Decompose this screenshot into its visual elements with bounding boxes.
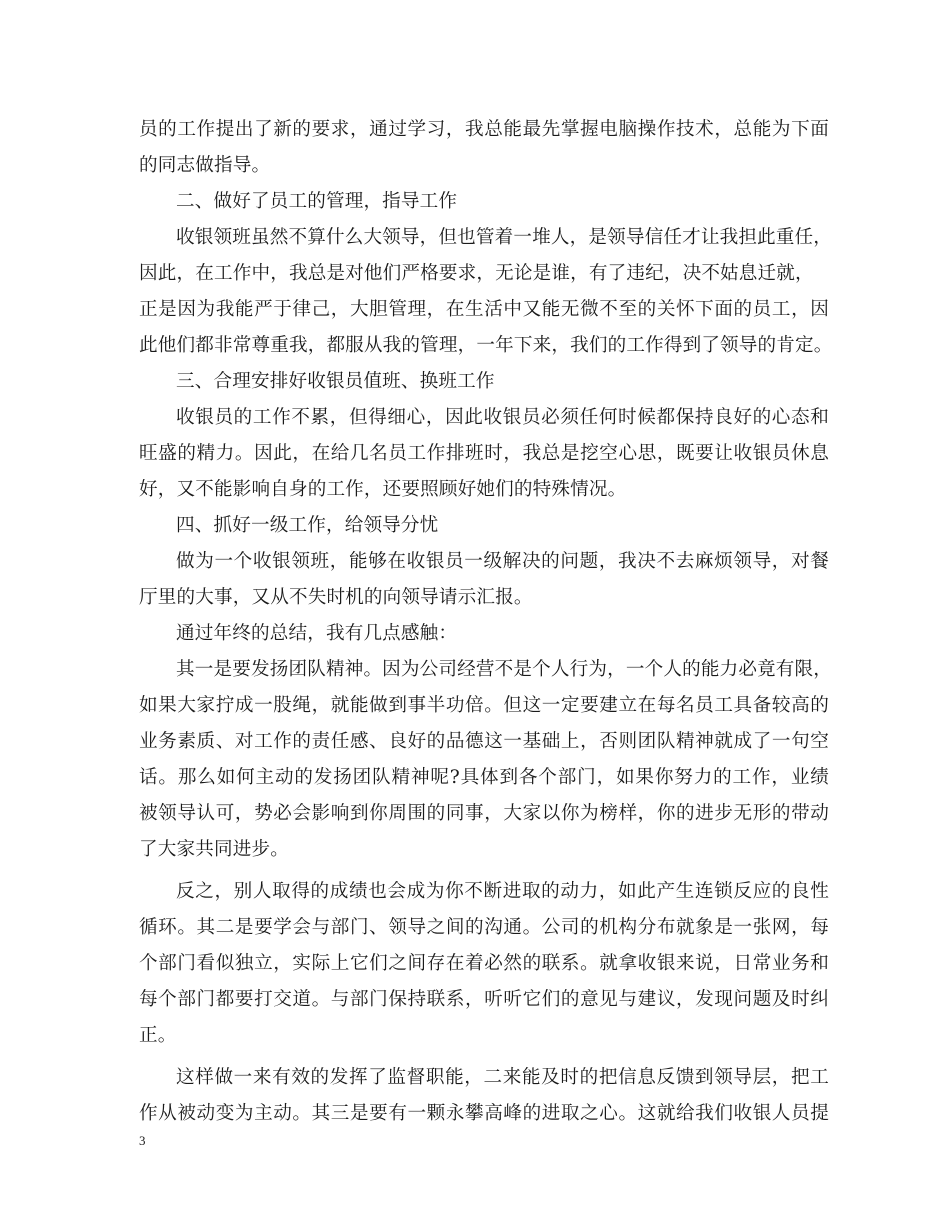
text-line: 这样做一来有效的发挥了监督职能，二来能及时的把信息反馈到领导层，把工: [176, 1067, 829, 1088]
text-line: 如果大家拧成一股绳，就能做到事半功倍。但这一定要建立在每名员工具备较高的: [139, 695, 829, 716]
text-line: 因此，在工作中，我总是对他们严格要求，无论是谁，有了违纪，决不姑息迁就，: [139, 263, 814, 284]
text-line: 正是因为我能严于律己，大胆管理，在生活中又能无微不至的关怀下面的员工，因: [139, 299, 829, 320]
text-line: 收银员的工作不累，但得细心，因此收银员必须任何时候都保持良好的心态和: [176, 407, 829, 428]
text-line: 循环。其二是要学会与部门、领导之间的沟通。公司的机构分布就象是一张网，每: [139, 917, 829, 938]
text-line: 通过年终的总结，我有几点感触：: [176, 623, 458, 644]
text-line: 厅里的大事，又从不失时机的向领导请示汇报。: [139, 587, 533, 608]
section-heading: 二、做好了员工的管理，指导工作: [176, 191, 458, 212]
text-line: 好，又不能影响自身的工作，还要照顾好她们的特殊情况。: [139, 479, 627, 500]
text-line: 个部门看似独立，实际上它们之间存在着必然的联系。就拿收银来说，日常业务和: [139, 953, 829, 974]
text-line: 此他们都非常尊重我，都服从我的管理，一年下来，我们的工作得到了领导的肯定。: [139, 335, 833, 356]
section-heading: 四、抓好一级工作，给领导分忧: [176, 515, 439, 536]
text-line: 其一是要发扬团队精神。因为公司经营不是个人行为，一个人的能力必竟有限，: [176, 659, 833, 680]
text-line: 业务素质、对工作的责任感、良好的品德这一基础上，否则团队精神就成了一句空: [139, 731, 829, 752]
section-heading: 三、合理安排好收银员值班、换班工作: [176, 371, 495, 392]
text-line: 收银领班虽然不算什么大领导，但也管着一堆人，是领导信任才让我担此重任，: [176, 227, 833, 248]
text-line: 作从被动变为主动。其三是要有一颗永攀高峰的进取之心。这就给我们收银人员提: [139, 1103, 829, 1124]
text-line: 话。那么如何主动的发扬团队精神呢?具体到各个部门，如果你努力的工作，业绩: [139, 767, 829, 788]
text-line: 了大家共同进步。: [139, 839, 289, 860]
page-number: 3: [139, 1133, 146, 1148]
text-line: 的同志做指导。: [139, 155, 271, 176]
text-line: 被领导认可，势必会影响到你周围的同事，大家以你为榜样，你的进步无形的带动: [139, 803, 829, 824]
text-line: 做为一个收银领班，能够在收银员一级解决的问题，我决不去麻烦领导，对餐: [176, 551, 829, 572]
text-line: 正。: [139, 1025, 177, 1046]
text-line: 反之，别人取得的成绩也会成为你不断进取的动力，如此产生连锁反应的良性: [176, 881, 829, 902]
text-line: 员的工作提出了新的要求，通过学习，我总能最先掌握电脑操作技术，总能为下面: [139, 119, 829, 140]
text-line: 旺盛的精力。因此，在给几名员工作排班时，我总是挖空心思，既要让收银员休息: [139, 443, 829, 464]
text-line: 每个部门都要打交道。与部门保持联系，听听它们的意见与建议，发现问题及时纠: [139, 989, 829, 1010]
